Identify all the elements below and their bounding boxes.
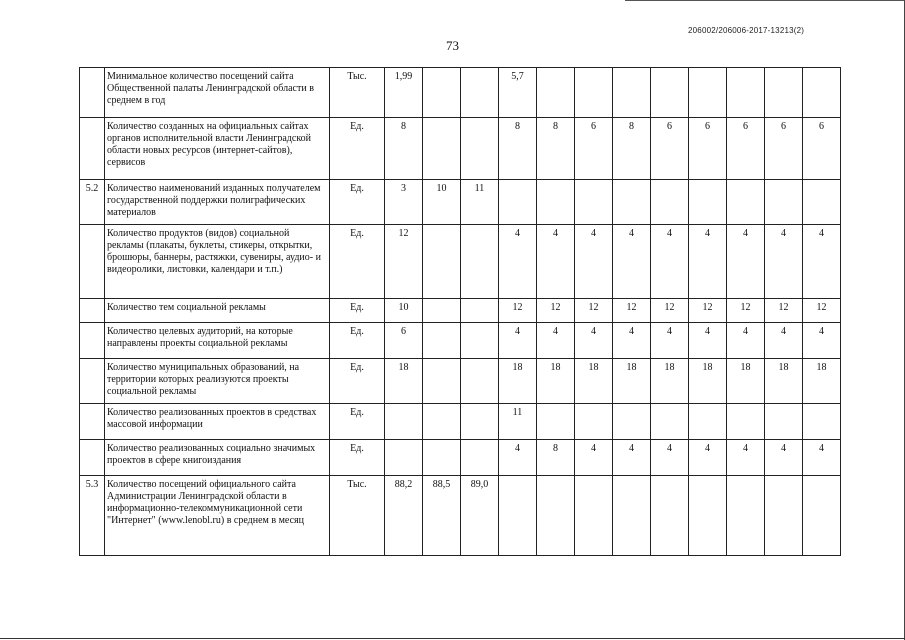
value-cell (689, 404, 727, 440)
row-number-cell (80, 299, 105, 323)
value-cell: 4 (499, 323, 537, 359)
value-cell: 11 (461, 180, 499, 225)
value-cell: 12 (499, 299, 537, 323)
value-cell: 18 (651, 359, 689, 404)
indicator-description-cell: Количество наименований изданных получателем государственной поддержки полиграфических материалов (105, 180, 330, 225)
value-cell: 12 (803, 299, 841, 323)
value-cell: 18 (537, 359, 575, 404)
value-cell: 6 (575, 118, 613, 180)
value-cell: 4 (613, 225, 651, 299)
value-cell (423, 68, 461, 118)
value-cell (423, 118, 461, 180)
indicators-table (79, 67, 841, 556)
table-row (80, 440, 841, 476)
value-cell: 12 (385, 225, 423, 299)
value-cell: 12 (765, 299, 803, 323)
value-cell (499, 180, 537, 225)
value-cell: 18 (385, 359, 423, 404)
value-cell (461, 323, 499, 359)
value-cell: 4 (803, 323, 841, 359)
value-cell (423, 299, 461, 323)
value-cell: 6 (689, 118, 727, 180)
unit-cell: Ед. (330, 225, 385, 299)
value-cell (765, 404, 803, 440)
value-cell (613, 180, 651, 225)
indicator-description-cell: Количество реализованных социально значимых проектов в сфере книгоиздания (105, 440, 330, 476)
row-number-cell: 5.2 (80, 180, 105, 225)
document-id: 206002/206006-2017-13213(2) (688, 26, 805, 35)
value-cell: 10 (385, 299, 423, 323)
table-row (80, 225, 841, 299)
value-cell: 4 (575, 323, 613, 359)
value-cell (613, 404, 651, 440)
value-cell: 8 (537, 440, 575, 476)
value-cell (461, 440, 499, 476)
value-cell (575, 476, 613, 556)
value-cell: 4 (537, 225, 575, 299)
table-row (80, 404, 841, 440)
value-cell (423, 440, 461, 476)
scan-edge-top (625, 0, 905, 1)
value-cell: 4 (537, 323, 575, 359)
value-cell: 5,7 (499, 68, 537, 118)
value-cell (461, 68, 499, 118)
value-cell (803, 68, 841, 118)
value-cell (689, 180, 727, 225)
value-cell: 88,2 (385, 476, 423, 556)
value-cell (765, 476, 803, 556)
unit-cell: Ед. (330, 404, 385, 440)
unit-cell: Ед. (330, 180, 385, 225)
value-cell: 4 (575, 225, 613, 299)
value-cell (461, 404, 499, 440)
value-cell: 6 (385, 323, 423, 359)
value-cell (499, 476, 537, 556)
value-cell (765, 68, 803, 118)
indicator-description-cell: Количество посещений официального сайта Администрации Ленинградской области в информационно-телекоммуникационной сети "Интернет" (www.lenobl.ru) в среднем в месяц (105, 476, 330, 556)
indicator-description-cell: Количество созданных на официальных сайтах органов исполнительной власти Ленинградской области новых ресурсов (интернет-сайтов), сервисов (105, 118, 330, 180)
value-cell: 6 (727, 118, 765, 180)
value-cell: 18 (727, 359, 765, 404)
value-cell: 6 (765, 118, 803, 180)
indicator-description-cell: Количество целевых аудиторий, на которые направлены проекты социальной рекламы (105, 323, 330, 359)
value-cell: 4 (613, 440, 651, 476)
value-cell: 6 (651, 118, 689, 180)
value-cell: 12 (613, 299, 651, 323)
page-number: 73 (446, 38, 459, 53)
value-cell (423, 323, 461, 359)
value-cell (689, 476, 727, 556)
unit-cell: Ед. (330, 359, 385, 404)
table-row (80, 118, 841, 180)
value-cell: 4 (765, 225, 803, 299)
value-cell (575, 404, 613, 440)
value-cell: 88,5 (423, 476, 461, 556)
value-cell (727, 476, 765, 556)
value-cell (651, 404, 689, 440)
value-cell: 8 (499, 118, 537, 180)
value-cell: 4 (689, 440, 727, 476)
value-cell (537, 180, 575, 225)
value-cell: 4 (651, 323, 689, 359)
value-cell (461, 118, 499, 180)
value-cell: 89,0 (461, 476, 499, 556)
unit-cell: Ед. (330, 118, 385, 180)
value-cell (727, 404, 765, 440)
value-cell: 4 (689, 323, 727, 359)
value-cell (651, 476, 689, 556)
value-cell (461, 225, 499, 299)
row-number-cell (80, 404, 105, 440)
row-number-cell (80, 323, 105, 359)
value-cell (575, 68, 613, 118)
unit-cell: Тыс. (330, 476, 385, 556)
value-cell (765, 180, 803, 225)
row-number-cell: 5.3 (80, 476, 105, 556)
value-cell: 8 (385, 118, 423, 180)
value-cell: 6 (803, 118, 841, 180)
row-number-cell (80, 225, 105, 299)
value-cell (461, 299, 499, 323)
row-number-cell (80, 440, 105, 476)
value-cell: 3 (385, 180, 423, 225)
unit-cell: Тыс. (330, 68, 385, 118)
value-cell: 18 (765, 359, 803, 404)
value-cell (537, 68, 575, 118)
value-cell (461, 359, 499, 404)
value-cell (613, 476, 651, 556)
value-cell: 4 (575, 440, 613, 476)
value-cell (423, 359, 461, 404)
value-cell (651, 180, 689, 225)
row-number-cell (80, 68, 105, 118)
value-cell: 4 (765, 440, 803, 476)
value-cell (385, 440, 423, 476)
value-cell: 18 (613, 359, 651, 404)
value-cell: 12 (651, 299, 689, 323)
value-cell: 4 (651, 225, 689, 299)
table-row (80, 323, 841, 359)
unit-cell: Ед. (330, 440, 385, 476)
value-cell: 12 (689, 299, 727, 323)
value-cell (651, 68, 689, 118)
indicator-description-cell: Количество продуктов (видов) социальной рекламы (плакаты, буклеты, стикеры, открытки, брошюры, баннеры, растяжки, сувениры, аудио- и видеоролики, листовки, календари и т.п.) (105, 225, 330, 299)
value-cell (537, 404, 575, 440)
value-cell: 12 (575, 299, 613, 323)
value-cell: 4 (727, 225, 765, 299)
row-number-cell (80, 359, 105, 404)
value-cell (613, 68, 651, 118)
value-cell: 4 (651, 440, 689, 476)
row-number-cell (80, 118, 105, 180)
table-row (80, 476, 841, 556)
value-cell: 4 (727, 440, 765, 476)
value-cell (423, 404, 461, 440)
table-row (80, 359, 841, 404)
value-cell: 18 (575, 359, 613, 404)
indicator-description-cell: Количество муниципальных образований, на территории которых реализуются проекты социальной рекламы (105, 359, 330, 404)
value-cell: 4 (765, 323, 803, 359)
indicator-description-cell: Количество тем социальной рекламы (105, 299, 330, 323)
value-cell: 1,99 (385, 68, 423, 118)
value-cell: 4 (689, 225, 727, 299)
table-row (80, 299, 841, 323)
value-cell: 18 (803, 359, 841, 404)
unit-cell: Ед. (330, 299, 385, 323)
value-cell: 4 (499, 440, 537, 476)
value-cell: 18 (499, 359, 537, 404)
value-cell: 4 (727, 323, 765, 359)
value-cell: 11 (499, 404, 537, 440)
table-row (80, 180, 841, 225)
value-cell (803, 404, 841, 440)
value-cell (727, 68, 765, 118)
value-cell: 4 (803, 440, 841, 476)
value-cell (803, 180, 841, 225)
indicator-description-cell: Минимальное количество посещений сайта Общественной палаты Ленинградской области в среднем в год (105, 68, 330, 118)
value-cell (689, 68, 727, 118)
value-cell: 12 (727, 299, 765, 323)
value-cell: 12 (537, 299, 575, 323)
value-cell: 10 (423, 180, 461, 225)
table-row (80, 68, 841, 118)
value-cell: 4 (803, 225, 841, 299)
value-cell: 4 (499, 225, 537, 299)
value-cell: 8 (613, 118, 651, 180)
indicator-description-cell: Количество реализованных проектов в средствах массовой информации (105, 404, 330, 440)
value-cell (385, 404, 423, 440)
value-cell (537, 476, 575, 556)
value-cell (803, 476, 841, 556)
scan-edge-bottom (0, 638, 905, 639)
value-cell (423, 225, 461, 299)
value-cell: 8 (537, 118, 575, 180)
value-cell: 18 (689, 359, 727, 404)
value-cell (575, 180, 613, 225)
value-cell: 4 (613, 323, 651, 359)
value-cell (727, 180, 765, 225)
unit-cell: Ед. (330, 323, 385, 359)
